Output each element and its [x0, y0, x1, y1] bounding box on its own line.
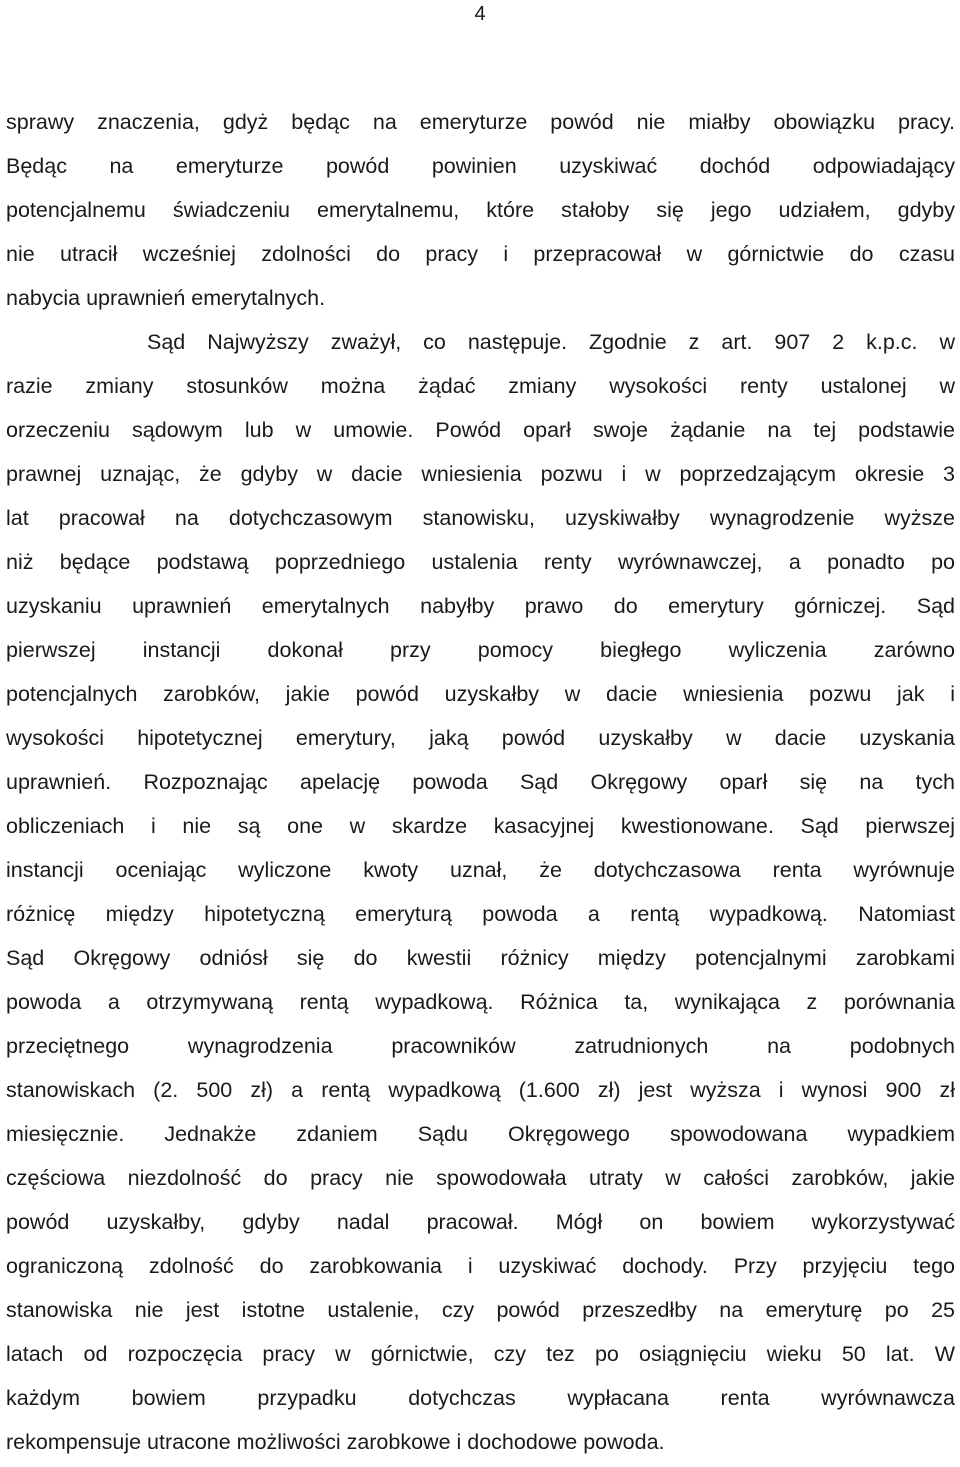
text-line: instancji oceniając wyliczone kwoty uznał, że dotychczasowa renta wyrównuje [6, 858, 955, 882]
text-line: powód uzyskałby, gdyby nadal pracował. Mógł on bowiem wykorzystywać [6, 1210, 955, 1234]
text-line: nabycia uprawnień emerytalnych. [6, 286, 326, 310]
text-line: pierwszej instancji dokonał przy pomocy biegłego wyliczenia zarówno [6, 638, 955, 662]
text-line: niż będące podstawą poprzedniego ustalenia renty wyrównawczej, a ponadto po [6, 550, 955, 574]
text-line: rekompensuje utracone możliwości zarobkowe i dochodowe powoda. [6, 1430, 665, 1454]
text-line: Sąd Okręgowy odniósł się do kwestii różnicy między potencjalnymi zarobkami [6, 946, 955, 970]
text-line: każdym bowiem przypadku dotychczas wypłacana renta wyrównawcza [6, 1386, 955, 1410]
text-line: lat pracował na dotychczasowym stanowisku, uzyskiwałby wynagrodzenie wyższe [6, 506, 955, 530]
text-line: potencjalnemu świadczeniu emerytalnemu, które stałoby się jego udziałem, gdyby [6, 198, 955, 222]
text-line: stanowiska nie jest istotne ustalenie, czy powód przeszedłby na emeryturę po 25 [6, 1298, 955, 1322]
text-line: razie zmiany stosunków można żądać zmiany wysokości renty ustalonej w [6, 374, 955, 398]
text-line: nie utracił wcześniej zdolności do pracy i przepracował w górnictwie do czasu [6, 242, 955, 266]
text-line: obliczeniach i nie są one w skardze kasacyjnej kwestionowane. Sąd pierwszej [6, 814, 955, 838]
text-line: Będąc na emeryturze powód powinien uzyskiwać dochód odpowiadający [6, 154, 955, 178]
text-line: miesięcznie. Jednakże zdaniem Sądu Okręgowego spowodowana wypadkiem [6, 1122, 955, 1146]
text-line: sprawy znaczenia, gdyż będąc na emeryturze powód nie miałby obowiązku pracy. [6, 110, 955, 134]
text-line: latach od rozpoczęcia pracy w górnictwie, czy tez po osiągnięciu wieku 50 lat. W [6, 1342, 955, 1366]
text-line: uzyskaniu uprawnień emerytalnych nabyłby prawo do emerytury górniczej. Sąd [6, 594, 955, 618]
text-line: przeciętnego wynagrodzenia pracowników zatrudnionych na podobnych [6, 1034, 955, 1058]
text-line: częściowa niezdolność do pracy nie spowodowała utraty w całości zarobków, jakie [6, 1166, 955, 1190]
text-line: prawnej uznając, że gdyby w dacie wniesienia pozwu i w poprzedzającym okresie 3 [6, 462, 955, 486]
text-line: powoda a otrzymywaną rentą wypadkową. Różnica ta, wynikająca z porównania [6, 990, 955, 1014]
text-line: stanowiskach (2. 500 zł) a rentą wypadkową (1.600 zł) jest wyższa i wynosi 900 zł [6, 1078, 955, 1102]
page-number: 4 [474, 3, 486, 25]
text-line: potencjalnych zarobków, jakie powód uzyskałby w dacie wniesienia pozwu jak i [6, 682, 955, 706]
text-line: Sąd Najwyższy zważył, co następuje. Zgodnie z art. 907 2 k.p.c. w [147, 330, 955, 354]
text-line: różnicę między hipotetyczną emeryturą powoda a rentą wypadkową. Natomiast [6, 902, 955, 926]
text-line: wysokości hipotetycznej emerytury, jaką powód uzyskałby w dacie uzyskania [6, 726, 955, 750]
text-line: orzeczeniu sądowym lub w umowie. Powód oparł swoje żądanie na tej podstawie [6, 418, 955, 442]
text-line: ograniczoną zdolność do zarobkowania i uzyskiwać dochody. Przy przyjęciu tego [6, 1254, 955, 1278]
text-line: uprawnień. Rozpoznając apelację powoda Sąd Okręgowy oparł się na tych [6, 770, 955, 794]
